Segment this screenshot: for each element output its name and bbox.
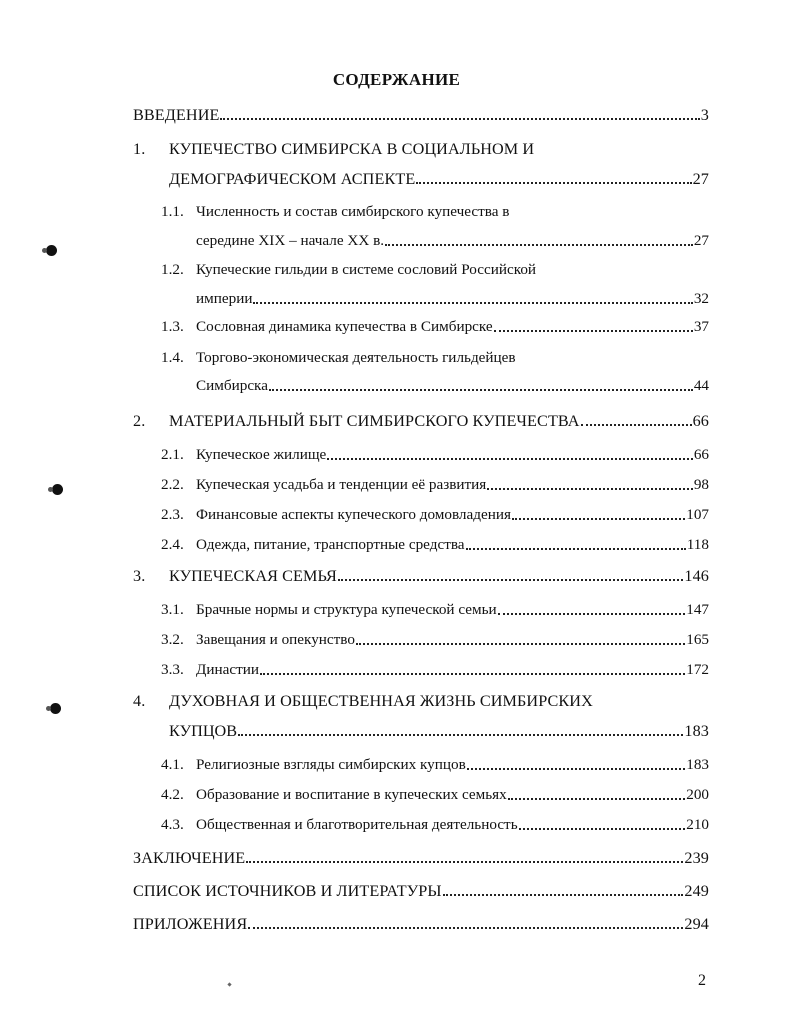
toc-entry-section-1-3	[196, 315, 709, 337]
toc-entry-section-3-2	[196, 628, 709, 650]
punch-hole-mark	[50, 703, 61, 714]
leader-dots	[466, 546, 686, 550]
section-number: 3.1.	[161, 601, 184, 618]
toc-entry-appendix	[133, 912, 709, 934]
leader-dots	[246, 859, 683, 863]
section-number: 2.4.	[161, 536, 184, 553]
section-number: 2.1.	[161, 446, 184, 463]
section-title-line: Торгово-экономическая деятельность гильдейцев	[196, 349, 516, 366]
toc-label: КУПЕЧЕСКАЯ СЕМЬЯ	[169, 567, 337, 585]
section-number: 4.3.	[161, 816, 184, 833]
toc-label: Династии	[196, 661, 259, 678]
toc-page: 294	[684, 915, 709, 933]
section-number: 1.4.	[161, 349, 184, 366]
toc-entry-section-2-1	[196, 443, 709, 465]
chapter-title-line: ДУХОВНАЯ И ОБЩЕСТВЕННАЯ ЖИЗНЬ СИМБИРСКИХ	[169, 692, 593, 710]
toc-label: КУПЦОВ	[169, 722, 238, 740]
leader-dots	[269, 387, 693, 391]
toc-page: 44	[693, 377, 709, 394]
leader-dots	[356, 641, 685, 645]
leader-dots	[467, 766, 685, 770]
toc-entry-section-4-3	[196, 813, 709, 835]
leader-dots	[494, 328, 693, 332]
toc-page: 165	[686, 631, 709, 648]
toc-label: середине XIX – начале XX в.	[196, 232, 385, 249]
toc-page: 107	[686, 506, 709, 523]
leader-dots	[519, 826, 686, 830]
toc-entry-conclusion	[133, 846, 709, 868]
section-number: 2.3.	[161, 506, 184, 523]
leader-dots	[487, 486, 693, 490]
toc-label: Одежда, питание, транспортные средства	[196, 536, 465, 553]
toc-entry-chapter-1	[169, 167, 709, 189]
leader-dots	[581, 422, 692, 426]
stray-mark	[227, 982, 231, 986]
section-number: 2.2.	[161, 476, 184, 493]
toc-label: Купеческое жилище	[196, 446, 327, 463]
chapter-title-line: КУПЕЧЕСТВО СИМБИРСКА В СОЦИАЛЬНОМ И	[169, 140, 535, 158]
toc-entry-chapter-3	[169, 564, 709, 586]
chapter-number: 4.	[133, 692, 146, 710]
toc-label: СПИСОК ИСТОЧНИКОВ И ЛИТЕРАТУРЫ	[133, 882, 442, 900]
leader-dots	[248, 925, 683, 929]
leader-dots	[220, 116, 699, 120]
toc-page: 27	[693, 232, 709, 249]
toc-entry-section-3-1	[196, 598, 709, 620]
toc-label: Симбирска	[196, 377, 268, 394]
toc-entry-section-1-4	[196, 374, 709, 396]
section-number: 1.2.	[161, 261, 184, 278]
toc-page: 210	[686, 816, 709, 833]
leader-dots	[416, 180, 691, 184]
toc-label: Купеческая усадьба и тенденции её развития	[196, 476, 487, 493]
toc-entry-section-2-3	[196, 503, 709, 525]
chapter-number: 1.	[133, 140, 146, 158]
leader-dots	[260, 671, 685, 675]
toc-entry-section-2-4	[196, 533, 709, 555]
toc-label: ВВЕДЕНИЕ	[133, 106, 220, 124]
chapter-number: 3.	[133, 567, 146, 585]
toc-page: 32	[693, 290, 709, 307]
toc-entry-section-3-3	[196, 658, 709, 680]
punch-hole-mark	[52, 484, 63, 495]
toc-label: Завещания и опекунство	[196, 631, 355, 648]
toc-entry-chapter-2	[169, 409, 709, 431]
toc-entry-intro	[133, 103, 709, 125]
toc-page: 98	[693, 476, 709, 493]
toc-page: 118	[686, 536, 709, 553]
section-number: 4.2.	[161, 786, 184, 803]
section-number: 3.3.	[161, 661, 184, 678]
toc-entry-chapter-4	[169, 719, 709, 741]
leader-dots	[385, 242, 693, 246]
toc-entry-section-4-1	[196, 753, 709, 775]
section-number: 1.1.	[161, 203, 184, 220]
toc-page: 183	[686, 756, 709, 773]
toc-page: 147	[686, 601, 709, 618]
page-number: 2	[698, 972, 706, 989]
leader-dots	[338, 577, 683, 581]
toc-label: Образование и воспитание в купеческих семьях	[196, 786, 507, 803]
leader-dots	[512, 516, 685, 520]
leader-dots	[508, 796, 685, 800]
toc-page: 239	[684, 849, 709, 867]
toc-entry-section-2-2	[196, 473, 709, 495]
leader-dots	[253, 300, 692, 304]
toc-page: 37	[693, 318, 709, 335]
toc-page: 146	[684, 567, 709, 585]
toc-page: 200	[686, 786, 709, 803]
toc-label: Брачные нормы и структура купеческой семьи	[196, 601, 497, 618]
toc-page: 66	[692, 412, 709, 430]
toc-entry-section-1-1	[196, 229, 709, 251]
toc-page: 172	[686, 661, 709, 678]
toc-label: МАТЕРИАЛЬНЫЙ БЫТ СИМБИРСКОГО КУПЕЧЕСТВА	[169, 412, 580, 430]
leader-dots	[238, 732, 683, 736]
toc-label: Религиозные взгляды симбирских купцов	[196, 756, 466, 773]
toc-page: 3	[700, 106, 709, 124]
toc-label: ЗАКЛЮЧЕНИЕ	[133, 849, 246, 867]
toc-page: 249	[684, 882, 709, 900]
toc-label: Финансовые аспекты купеческого домовладения	[196, 506, 511, 523]
chapter-number: 2.	[133, 412, 146, 430]
toc-entry-section-4-2	[196, 783, 709, 805]
toc-label: Сословная динамика купечества в Симбирске	[196, 318, 493, 335]
section-title-line: Численность и состав симбирского купечества в	[196, 203, 510, 220]
section-number: 3.2.	[161, 631, 184, 648]
toc-page: 183	[684, 722, 709, 740]
toc-label: Общественная и благотворительная деятельность	[196, 816, 518, 833]
section-title-line: Купеческие гильдии в системе сословий Российской	[196, 261, 537, 278]
leader-dots	[498, 611, 686, 615]
section-number: 4.1.	[161, 756, 184, 773]
section-number: 1.3.	[161, 318, 184, 335]
leader-dots	[443, 892, 684, 896]
punch-hole-mark	[46, 245, 57, 256]
toc-label: ДЕМОГРАФИЧЕСКОМ АСПЕКТЕ	[169, 170, 416, 188]
toc-entry-sources	[133, 879, 709, 901]
leader-dots	[327, 456, 693, 460]
toc-page: 27	[692, 170, 709, 188]
toc-page: 66	[693, 446, 709, 463]
toc-label: империи	[196, 290, 253, 307]
toc-label: ПРИЛОЖЕНИЯ	[133, 915, 248, 933]
toc-entry-section-1-2	[196, 287, 709, 309]
page-title: СОДЕРЖАНИЕ	[332, 70, 461, 89]
